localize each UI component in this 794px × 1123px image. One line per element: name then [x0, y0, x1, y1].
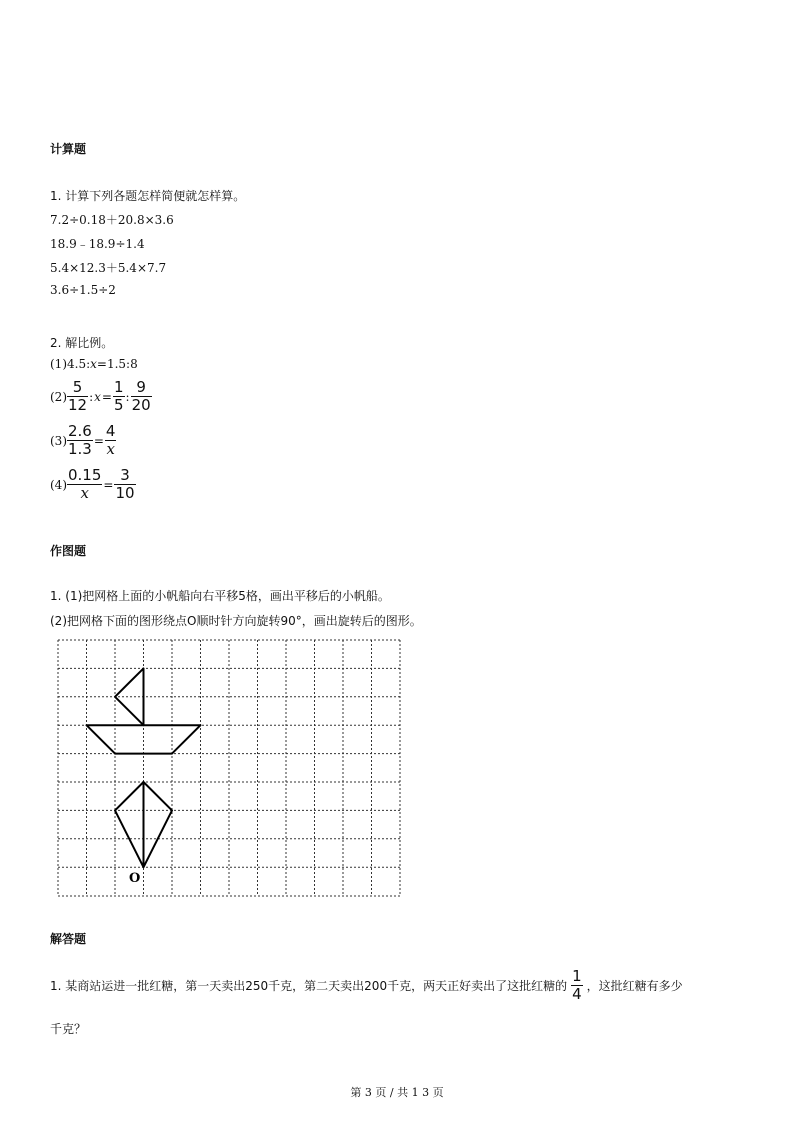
calc-expression-3: 5.4×12.3＋5.4×7.7 [50, 261, 167, 275]
proportion-item-3: (3) $\frac{2.6}{1.3}$ = $\frac{4}{x}$ [50, 422, 116, 458]
drawing-grid-figure [50, 632, 410, 904]
dashed-grid [58, 640, 400, 896]
question-text: 1. 某商站运进一批红糖，第一天卖出250千克，第二天卖出200千克，两天正好卖出了这批红糖的 [50, 979, 568, 993]
item-label: (1) [50, 357, 67, 371]
proportion-item-2: (2) $\frac{5}{12}$ : x = $\frac{1}{5}$ : $\frac{9}{20}$ [50, 378, 151, 414]
fraction: $\frac{1}{5}$ [113, 378, 124, 414]
fraction: $\frac{5}{12}$ [68, 378, 88, 414]
question-text: ，这批红糖有多少 [586, 979, 683, 993]
item-label: (3) [50, 433, 67, 448]
section-title-drawing: 作图题 [50, 544, 87, 558]
variable-x: x [90, 357, 97, 371]
kite-shape [115, 782, 172, 867]
section-title-answer: 解答题 [50, 932, 87, 946]
calc-expression-4: 3.6÷1.5÷2 [50, 283, 116, 297]
drawing-question-line-1: 1. (1)把网格上面的小帆船向右平移5格，画出平移后的小帆船。 [50, 589, 390, 603]
answer-question-1-line-1 [50, 968, 683, 1003]
calc-question-2-title: 2. 解比例。 [50, 336, 114, 350]
fraction: $\frac{9}{20}$ [131, 378, 151, 414]
calc-expression-1: 7.2÷0.18＋20.8×3.6 [50, 213, 174, 227]
fraction-one-quarter: $\frac{1}{4}$ [572, 967, 582, 1003]
page-number-footer: 第 3 页 / 共 1 3 页 [350, 1086, 444, 1099]
answer-question-1-line-2: 千克？ [50, 1022, 87, 1036]
variable-x: x [94, 389, 101, 404]
calc-question-1-title: 1. 计算下列各题怎样简便就怎样算。 [50, 189, 246, 203]
proportion-item-1 [50, 357, 138, 371]
calc-expression-2: 18.9﹣18.9÷1.4 [50, 237, 145, 251]
expression-part: =1.5:8 [96, 357, 138, 371]
item-label: (2) [50, 389, 67, 404]
drawing-question-line-2: (2)把网格下面的图形绕点O顺时针方向旋转90°，画出旋转后的图形。 [50, 614, 422, 628]
item-label: (4) [50, 477, 67, 492]
expression-part: 4.5: [67, 357, 91, 371]
proportion-item-4: (4) $\frac{0.15}{x}$ = $\frac{3}{10}$ [50, 466, 135, 502]
fraction: $\frac{3}{10}$ [115, 466, 135, 502]
section-title-calculation: 计算题 [50, 142, 87, 156]
fraction: $\frac{4}{x}$ [105, 422, 116, 458]
fraction: $\frac{2.6}{1.3}$ [68, 422, 92, 458]
point-o-label: O [129, 871, 141, 886]
fraction: $\frac{0.15}{x}$ [68, 466, 102, 502]
